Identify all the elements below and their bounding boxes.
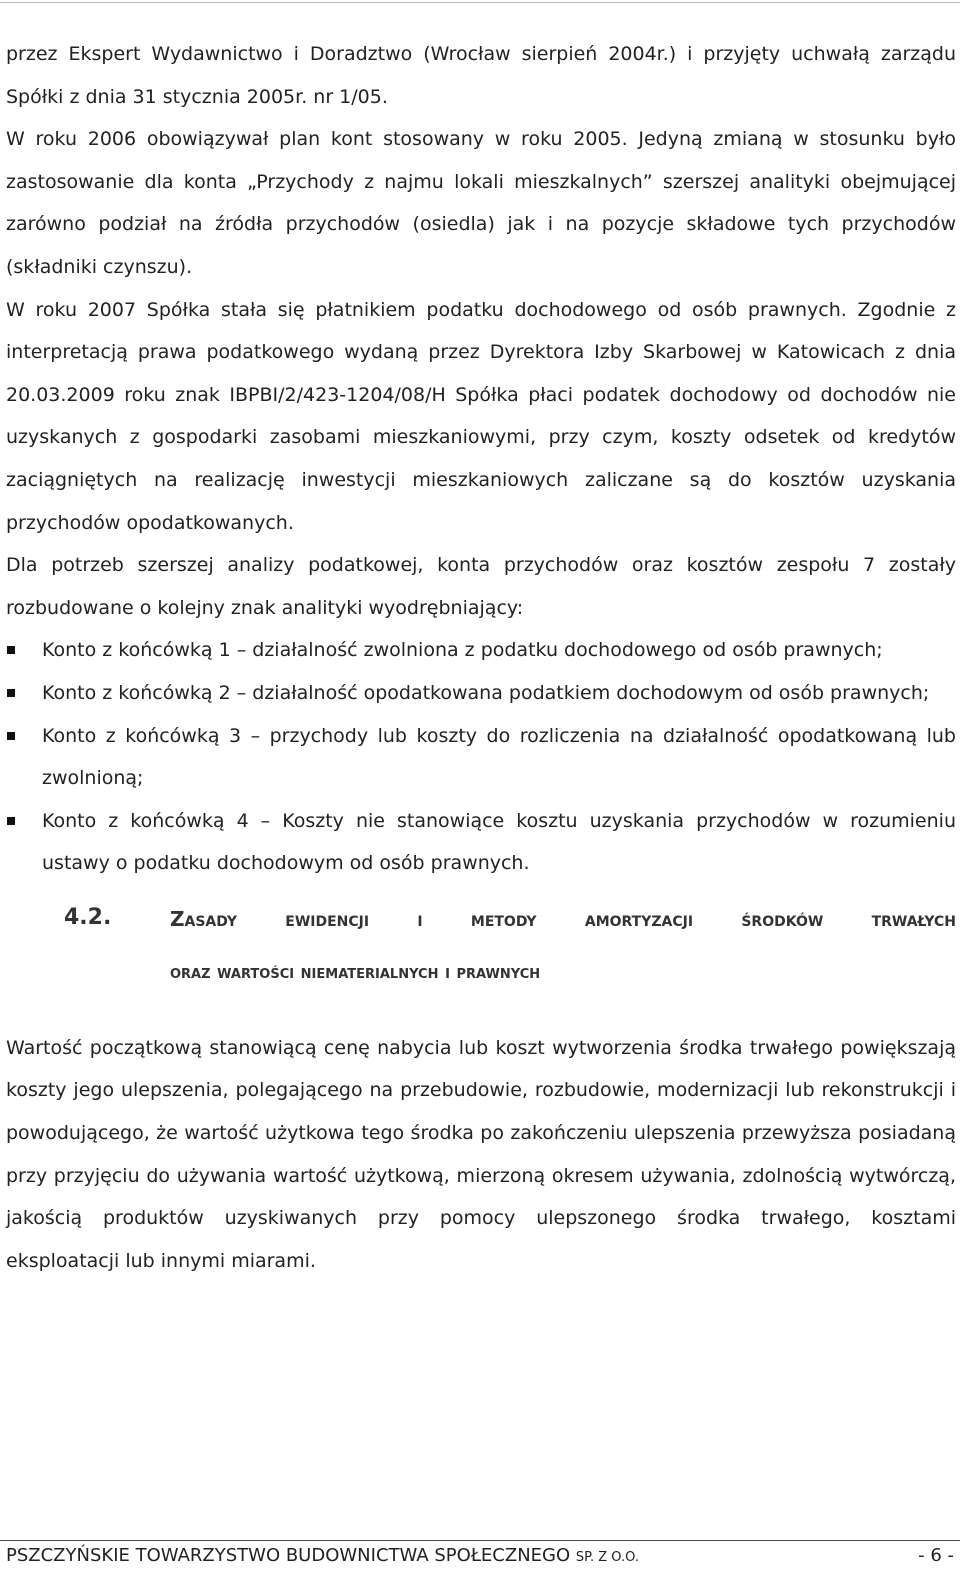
square-bullet-icon bbox=[7, 646, 15, 654]
section-title-line2: oraz wartości niematerialnych i prawnych bbox=[170, 960, 541, 983]
footer-company bbox=[6, 1545, 639, 1566]
paragraph-accounting-plan: przez Ekspert Wydawnictwo i Doradztwo (Wrocław sierpień 2004r.) i przyjęty uchwałą zarządu Spółki z dnia 31 stycznia 2005r. nr 1/05. bbox=[6, 43, 956, 108]
document-page bbox=[6, 33, 956, 1282]
page-footer bbox=[6, 1545, 954, 1569]
square-bullet-icon bbox=[7, 689, 15, 697]
section-number: 4.2. bbox=[64, 904, 112, 930]
paragraph-2006-changes: W roku 2006 obowiązywał plan kont stosowany w roku 2005. Jedyną zmianą w stosunku było zastosowanie dla konta „Przychody z najmu lokali mieszkalnych” szerszej analityki obejmującej zarówno podział na źródła przychodów (osiedla) jak i na pozycje składowe tych przychodów (składniki czynszu). bbox=[6, 128, 956, 278]
footer-divider bbox=[0, 1540, 960, 1541]
account-suffix-list bbox=[6, 629, 956, 885]
list-item-text: Konto z końcówką 4 – Koszty nie stanowiące kosztu uzyskania przychodów w rozumieniu ustawy o podatku dochodowym od osób prawnych. bbox=[42, 809, 956, 875]
list-item-text: Konto z końcówką 2 – działalność opodatkowana podatkiem dochodowym od osób prawnych; bbox=[42, 681, 930, 704]
top-divider bbox=[0, 2, 960, 3]
footer-company-suffix: SP. Z O.O. bbox=[575, 1550, 639, 1565]
section-title-line1: Zasady ewidencji i metody amortyzacji środków trwałych bbox=[170, 906, 956, 931]
list-item bbox=[6, 800, 956, 885]
paragraph-tax-analysis: Dla potrzeb szerszej analizy podatkowej, konta przychodów oraz kosztów zespołu 7 zostały rozbudowane o kolejny znak analityki wyodrębniający: bbox=[6, 554, 956, 619]
list-item-text: Konto z końcówką 3 – przychody lub koszty do rozliczenia na działalność opodatkowaną lub zwolnioną; bbox=[42, 724, 956, 790]
paragraph-2007-tax: W roku 2007 Spółka stała się płatnikiem podatku dochodowego od osób prawnych. Zgodnie z interpretacją prawa podatkowego wydaną przez Dyrektora Izby Skarbowej w Katowicach z dnia 20.03.2009 roku znak IBPBI/2/423-1204/08/H Spółka płaci podatek dochodowy od dochodów nie uzyskanych z gospodarki zasobami mieszkaniowymi, przy czym, koszty odsetek od kredytów zaciągniętych na realizację inwestycji mieszkaniowych zaliczane są do kosztów uzyskania przychodów opodatkowanych. bbox=[6, 298, 956, 534]
list-item bbox=[6, 715, 956, 800]
list-item bbox=[6, 629, 956, 672]
list-item-text: Konto z końcówką 1 – działalność zwolniona z podatku dochodowego od osób prawnych; bbox=[42, 639, 883, 662]
section-heading bbox=[6, 897, 956, 1027]
list-item bbox=[6, 672, 956, 715]
page-number: - 6 - bbox=[918, 1545, 954, 1566]
square-bullet-icon bbox=[7, 817, 15, 825]
footer-company-name: PSZCZYŃSKIE TOWARZYSTWO BUDOWNICTWA SPOŁECZNEGO bbox=[6, 1545, 571, 1566]
square-bullet-icon bbox=[7, 732, 15, 740]
paragraph-initial-value: Wartość początkową stanowiącą cenę nabycia lub koszt wytworzenia środka trwałego powiększają koszty jego ulepszenia, polegającego na przebudowie, rozbudowie, modernizacji lub rekonstrukcji i powodującego, że wartość użytkowa tego środka po zakończeniu ulepszenia przewyższa posiadaną przy przyjęciu do używania wartość użytkową, mierzoną okresem używania, zdolnością wytwórczą, jakością produktów uzyskiwanych przy pomocy ulepszonego środka trwałego, kosztami eksploatacji lub innymi miarami. bbox=[6, 1036, 956, 1272]
